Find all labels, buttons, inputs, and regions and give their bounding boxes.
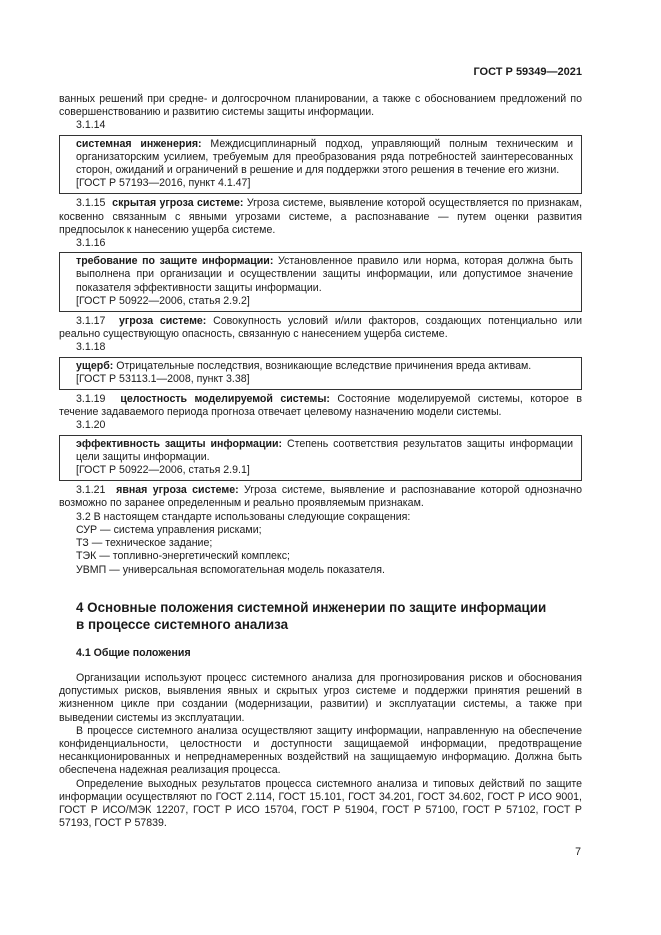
document-id-header: ГОСТ Р 59349—2021: [473, 66, 582, 78]
term-3-1-21: [59, 484, 582, 510]
term-box-3-1-18: [59, 357, 582, 390]
term-number: 3.1.15: [76, 197, 106, 210]
term-definition: Отрицательные последствия, возникающие вследствие причинения вреда активам.: [113, 359, 532, 372]
term-reference: [ГОСТ Р 50922—2006, статья 2.9.2]: [76, 294, 250, 307]
term-reference: [ГОСТ Р 50922—2006, статья 2.9.1]: [76, 464, 250, 477]
term-name: явная угроза системе:: [116, 484, 239, 497]
abbreviation-item: УВМП — универсальная вспомогательная модель показателя.: [76, 563, 385, 576]
section-4-heading: [59, 599, 582, 633]
term-number-3-1-16: 3.1.16: [76, 237, 106, 250]
term-name: угроза системе:: [118, 315, 207, 328]
section-4-1-paragraph-3: Определение выходных результатов процесса системного анализа и типовых действий по защите информации осуществляют по ГОСТ 2.114, ГОСТ 15.101, ГОСТ 34.201, ГОСТ 34.602, ГОСТ Р ИСО 9001, ГОСТ Р ИСО/МЭК 12207, ГОСТ Р ИСО 15704, ГОСТ Р 51904, ГОСТ Р 57100, ГОСТ Р 57102, ГОСТ Р 57193, ГОСТ Р 57839.: [59, 777, 582, 830]
term-number-3-1-20: 3.1.20: [76, 419, 106, 432]
term-number: 3.1.21: [76, 484, 106, 497]
section-4-1-paragraph-2: В процессе системного анализа осуществляют защиту информации, направленную на обеспечение конфиденциальности, целостности и доступности защищаемой информации, предотвращение несанкционированных и непреднамеренных воздействий на защищаемую информацию. Должна быть обеспечена надежная реализация процесса.: [59, 724, 582, 777]
term-box-3-1-20: [59, 435, 582, 482]
subsection-4-1-heading: 4.1 Общие положения: [76, 646, 191, 659]
term-box-3-1-14: [59, 135, 582, 195]
term-number-3-1-14: 3.1.14: [76, 119, 106, 132]
term-definition: Степень соответствия результатов защиты информации цели защиты информации.: [76, 437, 573, 463]
term-reference: [ГОСТ Р 57193—2016, пункт 4.1.47]: [76, 177, 251, 190]
term-definition: Угроза системе, выявление и распознавание которой однозначно возможно по заранее определенным и реально проявляемым признакам.: [59, 484, 582, 510]
term-name: целостность моделируемой системы:: [120, 393, 330, 406]
term-number: 3.1.19: [76, 393, 106, 406]
term-3-1-15: [59, 197, 582, 237]
term-number: 3.1.17: [76, 315, 106, 328]
abbreviation-item: ТЭК — топливно-энергетический комплекс;: [76, 550, 290, 563]
intro-paragraph: ванных решений при средне- и долгосрочном планировании, а также с обоснованием предложений по совершенствованию и развитию системы защиты информации.: [59, 93, 582, 119]
section-4-heading-line-2: в процессе системного анализа: [76, 616, 289, 632]
term-definition: Междисциплинарный подход, управляющий полным техническим и организаторским усилием, требуемым для преобразования ряда потребностей заинтересованных сторон, ожиданий и ограничений в решение и для поддержки этого решения в течение его жизни.: [76, 137, 573, 177]
abbreviation-item: ТЗ — техническое задание;: [76, 537, 213, 550]
term-definition: Совокупность условий и/или факторов, создающих потенциально или реально существующую опасность, связанную с нанесением ущерба системе.: [59, 315, 583, 341]
term-name: скрытая угроза системе:: [112, 197, 244, 210]
term-box-3-1-16: [59, 252, 582, 312]
term-number-3-1-18: 3.1.18: [76, 341, 106, 354]
term-definition: Угроза системе, выявление которой осуществляется по признакам, косвенно связанным с явными угрозами системе, а распознавание — путем оценки развития предпосылок к нанесению ущерба системе.: [59, 197, 583, 236]
term-definition: Установленное правило или норма, которая должна быть выполнена при организации и осуществлении защиты информации, или допустимое значение показателя эффективности защиты информации.: [76, 255, 573, 294]
term-3-1-17: [59, 315, 582, 341]
page-number: 7: [575, 846, 581, 858]
term-name: системная инженерия:: [76, 137, 202, 150]
term-reference: [ГОСТ Р 53113.1—2008, пункт 3.38]: [76, 372, 250, 385]
term-name: требование по защите информации:: [76, 255, 274, 268]
abbreviation-item: СУР — система управления рисками;: [76, 523, 262, 536]
abbreviations-intro: 3.2 В настоящем стандарте использованы следующие сокращения:: [76, 510, 411, 523]
term-name: ущерб:: [76, 359, 114, 372]
page-content: [59, 93, 582, 830]
term-name: эффективность защиты информации:: [76, 437, 283, 450]
term-3-1-19: [59, 393, 582, 419]
section-4-1-paragraph-1: Организации используют процесс системного анализа для прогнозирования рисков и обоснования допустимых рисков, выявления явных и скрытых угроз системе и поддержки принятия решений в жизненном цикле при создании (модернизации, развитии) и эксплуатации системы, а также при выведении системы из эксплуатации.: [59, 671, 582, 724]
section-4-heading-line-1: 4 Основные положения системной инженерии по защите информации: [76, 599, 547, 615]
term-definition: Состояние моделируемой системы, которое в течение задаваемого периода прогноза отвечает целевому назначению модели системы.: [59, 393, 582, 419]
